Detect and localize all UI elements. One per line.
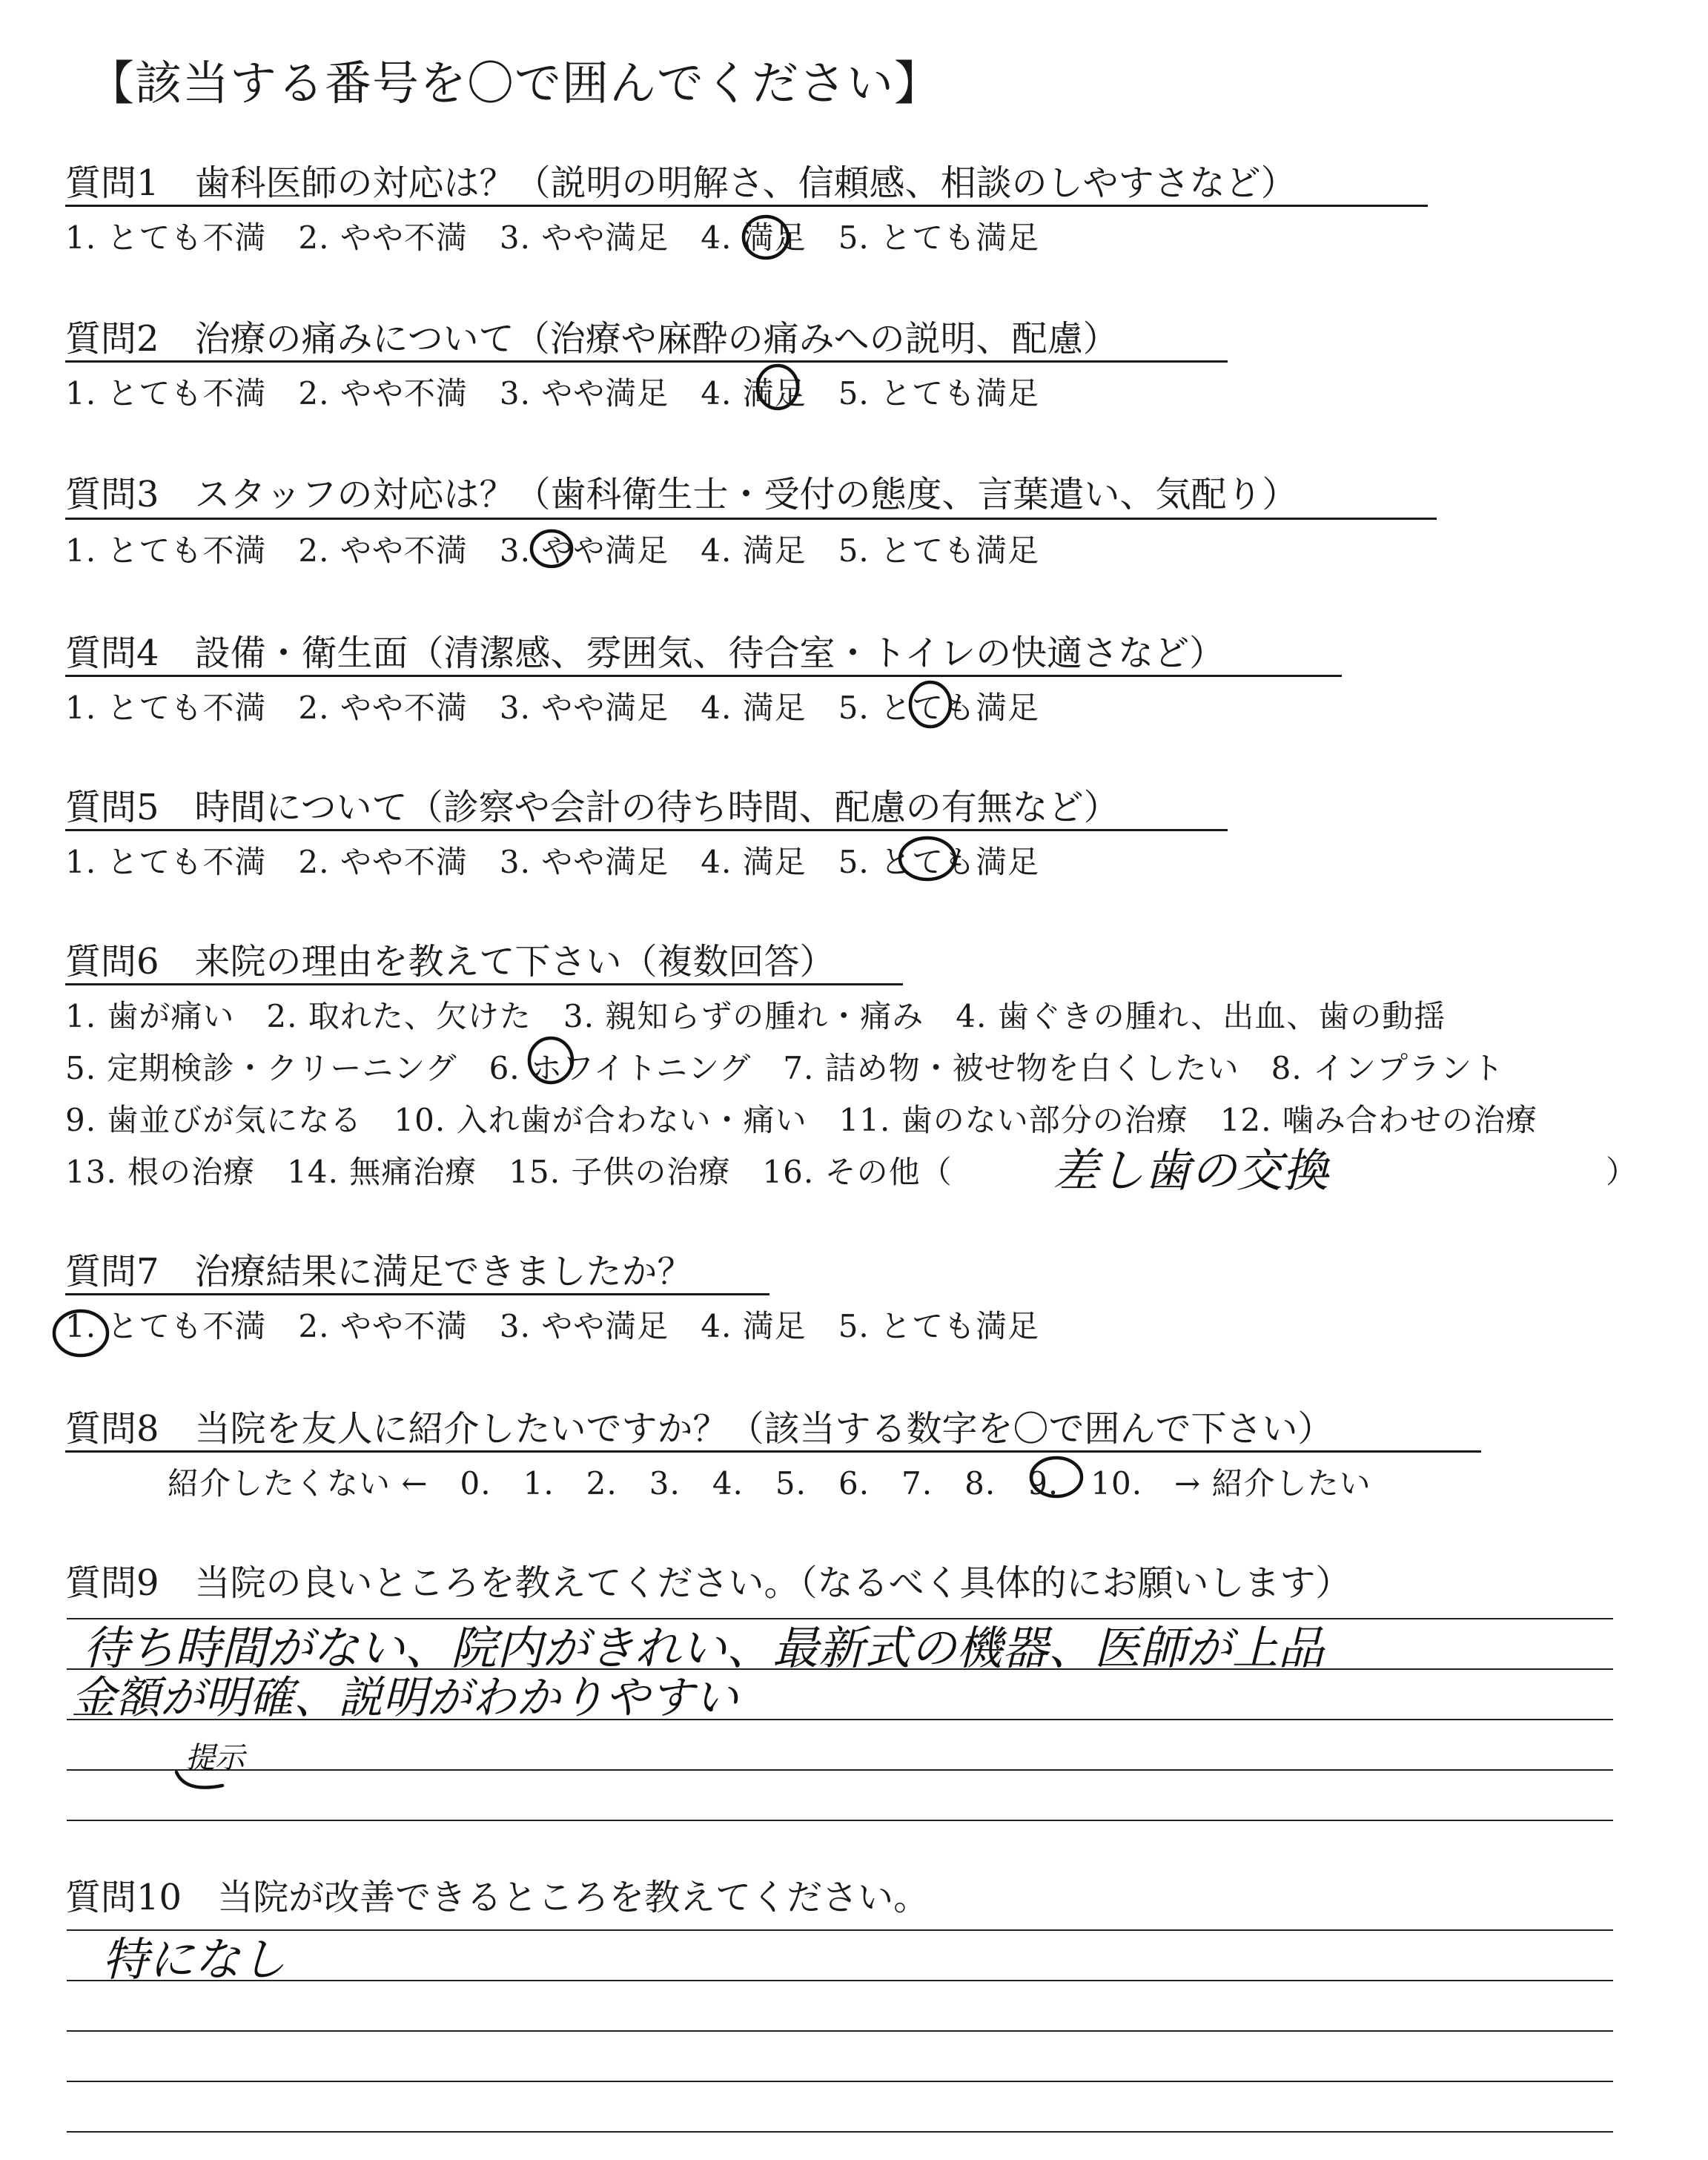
question-6-underline (65, 983, 903, 985)
question-6-options-line-2[interactable]: 5. 定期検診・クリーニング 6. ホワイトニング 7. 詰め物・被せ物を白くしたい 8. インプラント (65, 1050, 1505, 1086)
question-7-underline (65, 1293, 769, 1295)
question-3-label: 質問3 スタッフの対応は？（歯科衛生士・受付の態度、言葉遣い、気配り） (65, 474, 1298, 515)
question-5-label: 質問5 時間について（診察や会計の待ち時間、配慮の有無など） (65, 787, 1119, 828)
answer-line (67, 1719, 1613, 1720)
question-3-options[interactable]: 1. とても不満 2. やや不満 3. やや満足 4. 満足 5. とても満足 (65, 532, 1040, 569)
answer-line (67, 2030, 1613, 2032)
answer-line (67, 1980, 1613, 1981)
question-7-label: 質問7 治療結果に満足できましたか？ (65, 1251, 693, 1292)
question-8-scale[interactable]: 紹介したくない ← 0. 1. 2. 3. 4. 5. 6. 7. 8. 9. 10. → 紹介したい (168, 1465, 1371, 1502)
question-8-underline (65, 1450, 1481, 1453)
question-5-options[interactable]: 1. とても不満 2. やや不満 3. やや満足 4. 満足 5. とても満足 (65, 844, 1040, 880)
q9-answer-note: 提示 (185, 1741, 245, 1775)
answer-line (67, 1820, 1613, 1821)
q10-answer: 特になし (102, 1932, 287, 1986)
question-4-options[interactable]: 1. とても不満 2. やや不満 3. やや満足 4. 満足 5. とても満足 (65, 690, 1040, 726)
q9-answer-line-2: 金額が明確、説明がわかりやすい (71, 1672, 738, 1724)
question-1-underline (65, 205, 1428, 207)
question-6-options-line-4[interactable]: 13. 根の治療 14. 無痛治療 15. 子供の治療 16. その他（ (65, 1154, 953, 1190)
question-6-label: 質問6 来院の理由を教えて下さい（複数回答） (65, 941, 835, 982)
answer-line (67, 1769, 1613, 1771)
question-2-underline (65, 360, 1228, 363)
answer-line (67, 2081, 1613, 2082)
q6-other-answer: 差し歯の交換 (1053, 1143, 1329, 1198)
note-arrow-stroke (176, 1772, 222, 1788)
question-7-options[interactable]: 1. とても不満 2. やや不満 3. やや満足 4. 満足 5. とても満足 (65, 1308, 1040, 1344)
q9-answer-line-1: 待ち時間がない、院内がきれい、最新式の機器、医師が上品 (83, 1621, 1325, 1675)
page-title: 【該当する番号を〇で囲んでください】 (87, 56, 941, 110)
answer-line (67, 2131, 1613, 2133)
question-5-underline (65, 829, 1228, 831)
answer-line (67, 1618, 1613, 1619)
question-2-label: 質問2 治療の痛みについて（治療や麻酔の痛みへの説明、配慮） (65, 318, 1119, 360)
question-9-label: 質問9 当院の良いところを教えてください。（なるべく具体的にお願いします） (65, 1562, 1351, 1604)
question-1-options[interactable]: 1. とても不満 2. やや不満 3. やや満足 4. 満足 5. とても満足 (65, 219, 1040, 256)
question-6-options-line-3[interactable]: 9. 歯並びが気になる 10. 入れ歯が合わない・痛い 11. 歯のない部分の治療 12. 噛み合わせの治療 (65, 1102, 1537, 1138)
question-2-options[interactable]: 1. とても不満 2. やや不満 3. やや満足 4. 満足 5. とても満足 (65, 375, 1040, 412)
question-3-underline (65, 518, 1437, 520)
question-8-label: 質問8 当院を友人に紹介したいですか？（該当する数字を〇で囲んで下さい） (65, 1408, 1334, 1450)
question-4-underline (65, 675, 1342, 677)
answer-line (67, 1668, 1613, 1670)
question-4-label: 質問4 設備・衛生面（清潔感、雰囲気、待合室・トイレの快適さなど） (65, 633, 1225, 674)
question-6-options-line-1[interactable]: 1. 歯が痛い 2. 取れた、欠けた 3. 親知らずの腫れ・痛み 4. 歯ぐきの腫れ、出血、歯の動揺 (65, 998, 1446, 1034)
question-10-label: 質問10 当院が改善できるところを教えてください。 (65, 1877, 930, 1918)
answer-line (67, 1929, 1613, 1931)
question-1-label: 質問1 歯科医師の対応は？（説明の明解さ、信頼感、相談のしやすさなど） (65, 162, 1297, 204)
question-6-other-close-paren: ） (1606, 1154, 1638, 1190)
